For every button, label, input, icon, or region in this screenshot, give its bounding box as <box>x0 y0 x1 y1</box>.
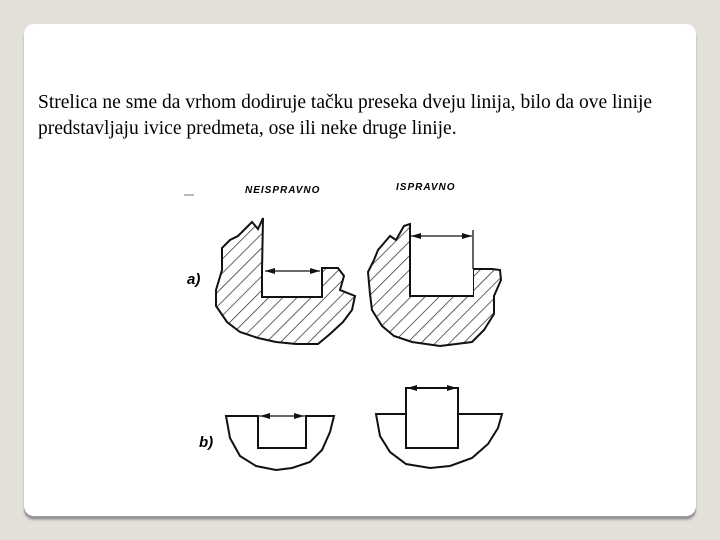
arrowhead-left <box>260 413 270 419</box>
row-label-b: b) <box>199 434 214 451</box>
header-correct: ISPRAVNO <box>396 182 456 193</box>
shape-a-correct <box>368 224 501 346</box>
arrowhead-right <box>310 268 320 274</box>
arrowhead-right <box>294 413 304 419</box>
shape-b-correct <box>376 385 502 468</box>
header-incorrect: NEISPRAVNO <box>245 185 321 196</box>
arrowhead-left <box>265 268 275 274</box>
shape-a-incorrect <box>216 218 355 344</box>
shape-b-incorrect <box>226 413 334 470</box>
slide-body-text: Strelica ne sme da vrhom dodiruje tačku preseka dveju linija, bilo da ove linije predstavljaju ivice predmeta, ose ili neke druge linije. <box>38 92 653 139</box>
dimensioning-figure <box>170 170 530 490</box>
row-label-a: a) <box>187 271 201 288</box>
